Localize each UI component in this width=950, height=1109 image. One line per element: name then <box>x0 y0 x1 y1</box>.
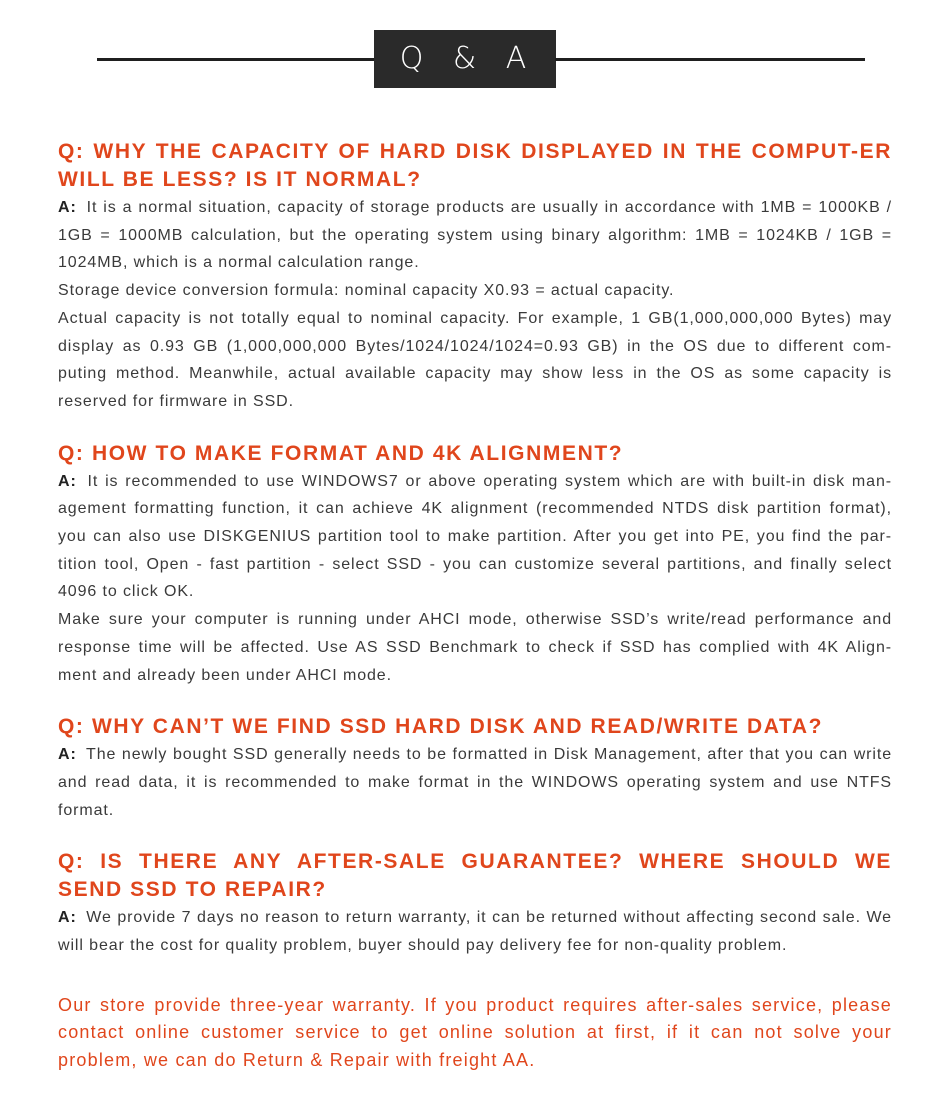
answer-label: A: <box>58 909 77 927</box>
faq-content <box>58 138 892 1092</box>
faq-item-4k-alignment <box>58 440 892 690</box>
answer-paragraph <box>58 468 892 607</box>
answer-label: A: <box>58 472 77 490</box>
answer-paragraph: Actual capacity is not totally equal to nominal capacity. For example, 1 GB(1,000,000,000 Bytes) may display as 0.93 GB (1,000,000,000 Bytes/1024/1024/1024=0.93 GB) in the OS due to different com-puting method. Meanwhile, actual available capacity may show less in the OS as some capacity is reserved for firmware in SSD. <box>58 309 892 410</box>
faq-answer <box>58 904 892 959</box>
faq-question: Q: HOW TO MAKE FORMAT AND 4K ALIGNMENT? <box>58 441 624 465</box>
answer-paragraph <box>58 904 892 959</box>
answer-text: It is recommended to use WINDOWS7 or above operating system which are with built-in disk man-agement formatting function, it can achieve 4K alignment (recommended NTDS disk partition format), you can also use DISKGENIUS partition tool to make partition. After you get into PE, you find the par-tition tool, Open - fast partition - select SSD - you can customize several partitions, and finally select 4096 to click OK. <box>58 472 892 601</box>
warranty-notice: Our store provide three-year warranty. If you product requires after-sales service, please contact online customer service to get online solution at first, if it can not solve your problem, we can do Return & Repair with freight AA. <box>58 994 892 1070</box>
faq-item-warranty <box>58 848 892 959</box>
answer-paragraph <box>58 741 892 824</box>
header-rule-left <box>97 58 375 61</box>
faq-item-read-write <box>58 713 892 824</box>
answer-label: A: <box>58 199 77 216</box>
answer-paragraph <box>58 194 892 277</box>
qa-title-badge: Q & A <box>374 30 556 88</box>
faq-item-capacity <box>58 138 892 416</box>
faq-question: Q: WHY CAN’T WE FIND SSD HARD DISK AND READ/WRITE DATA? <box>58 715 824 739</box>
answer-text: The newly bought SSD generally needs to be formatted in Disk Management, after that you can write and read data, it is recommended to make format in the WINDOWS operating system and use NTFS format. <box>58 746 892 819</box>
faq-answer <box>58 194 892 416</box>
qa-header <box>0 0 950 100</box>
faq-answer <box>58 468 892 690</box>
faq-question: Q: WHY THE CAPACITY OF HARD DISK DISPLAYED IN THE COMPUT-ER WILL BE LESS? IS IT NORMAL? <box>58 140 892 191</box>
answer-text: We provide 7 days no reason to return warranty, it can be returned without affecting second sale. We will bear the cost for quality problem, buyer should pay delivery fee for non-quality problem. <box>58 909 892 955</box>
header-rule-right <box>555 58 865 61</box>
faq-answer <box>58 741 892 824</box>
faq-question: Q: IS THERE ANY AFTER-SALE GUARANTEE? WHERE SHOULD WE SEND SSD TO REPAIR? <box>58 850 892 902</box>
answer-paragraph: Make sure your computer is running under AHCI mode, otherwise SSD’s write/read performance and response time will be affected. Use AS SSD Benchmark to check if SSD has complied with 4K Align-ment and already been under AHCI mode. <box>58 611 892 684</box>
answer-paragraph: Storage device conversion formula: nominal capacity X0.93 = actual capacity. <box>58 282 675 300</box>
answer-label: A: <box>58 746 77 764</box>
answer-text: It is a normal situation, capacity of storage products are usually in accordance with 1MB = 1000KB / 1GB = 1000MB calculation, but the operating system using binary algorithm: 1MB = 1024KB / 1GB = 1024MB, which is a normal calculation range. <box>58 199 892 272</box>
